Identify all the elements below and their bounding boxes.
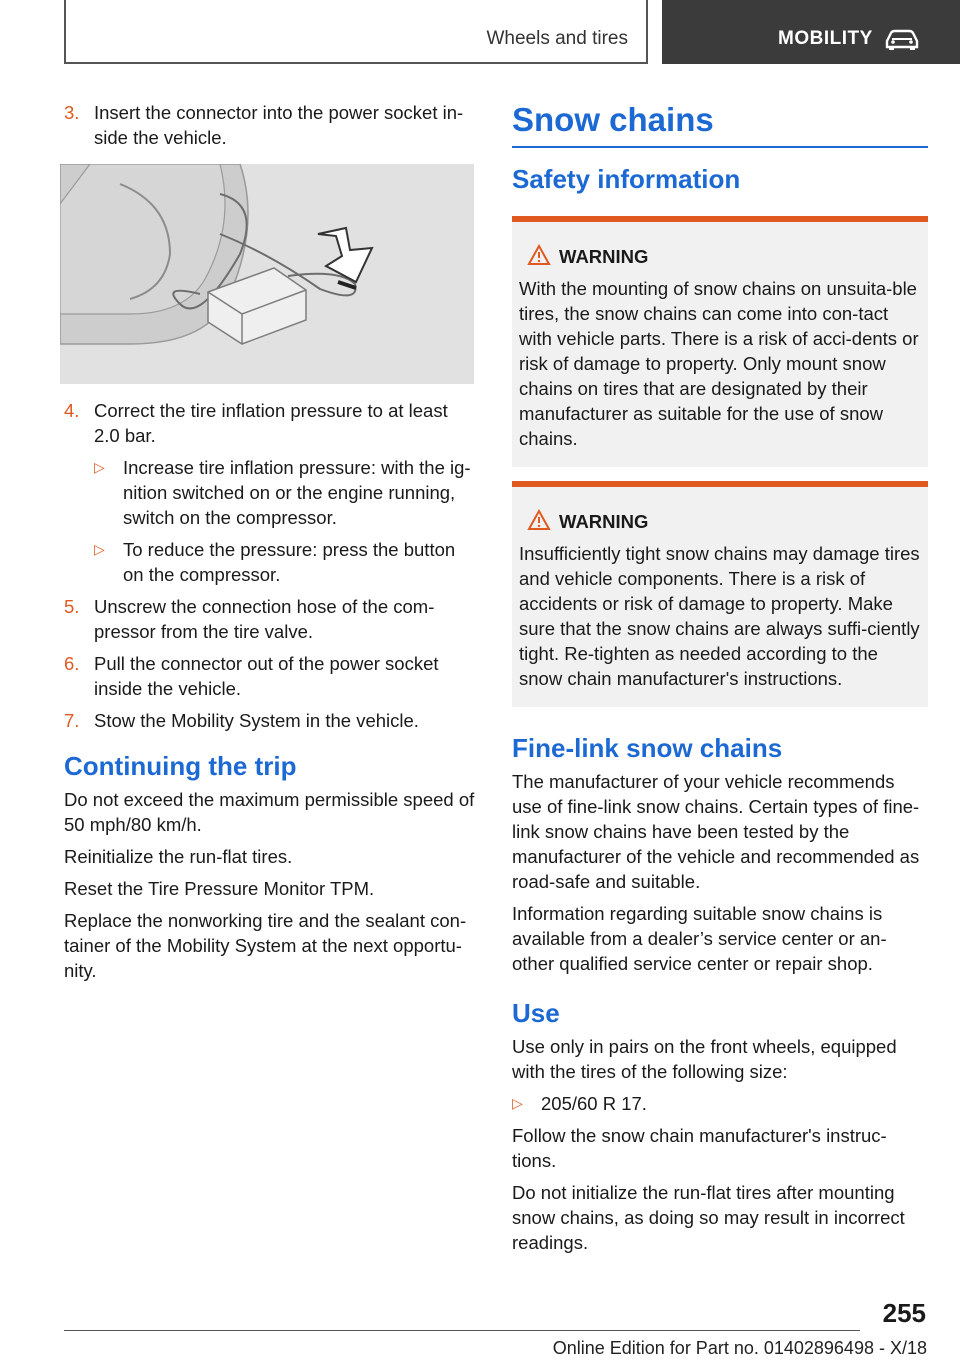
- bullet-triangle-icon: ▷: [94, 541, 105, 557]
- tire-compressor-illustration: [60, 164, 474, 384]
- warning-text: Insufficiently tight snow chains may damage tires and vehicle components. There is a risk of accidents or risk of damage to property. Make sure that the snow chains are always suffi-ciently tight. Re-tighten as needed according to the snow chain manufacturer's instructions.: [519, 543, 920, 689]
- list-item: ▷ Increase tire inflation pressure: with the ig-nition switched on or the engine running, switch on the compressor.: [94, 457, 471, 528]
- paragraph: Do not initialize the run-flat tires after mounting snow chains, as doing so may result in incorrect readings.: [512, 1182, 905, 1253]
- step-text: Insert the connector into the power socket in-side the vehicle.: [94, 102, 464, 148]
- step-number: 7.: [64, 710, 80, 731]
- use-heading: Use: [512, 998, 560, 1028]
- step-number: 6.: [64, 653, 80, 674]
- warning-label: WARNING: [559, 511, 649, 532]
- right-column: [512, 100, 928, 1262]
- page-number: 255: [882, 1298, 926, 1328]
- step-6: [64, 651, 478, 701]
- header-section-box: [64, 0, 648, 64]
- step-text: Unscrew the connection hose of the com-pressor from the tire valve.: [94, 596, 435, 642]
- bullet-triangle-icon: ▷: [512, 1095, 523, 1111]
- paragraph: Use only in pairs on the front wheels, equipped with the tires of the following size:: [512, 1036, 897, 1082]
- paragraph: Reset the Tire Pressure Monitor TPM.: [64, 878, 375, 899]
- safety-information-heading: Safety information: [512, 164, 741, 194]
- paragraph: Follow the snow chain manufacturer's instruc-tions.: [512, 1125, 887, 1171]
- step-number: 5.: [64, 596, 80, 617]
- step-text: Correct the tire inflation pressure to at least 2.0 bar.: [94, 400, 448, 446]
- fine-link-heading: Fine-link snow chains: [512, 733, 783, 763]
- step-4-bullets: [94, 455, 478, 587]
- paragraph: Do not exceed the maximum permissible speed of 50 mph/80 km/h.: [64, 789, 475, 835]
- warning-triangle-icon: [527, 509, 551, 531]
- snow-chains-heading: Snow chains: [512, 100, 928, 148]
- paragraph: The manufacturer of your vehicle recommends use of fine-link snow chains. Certain types of fine-link snow chains have been tested by the manufacturer of the vehicle and recommended as road-safe and suitable.: [512, 771, 920, 892]
- car-icon: [884, 28, 920, 55]
- step-number: 4.: [64, 400, 80, 421]
- step-3: [64, 100, 478, 150]
- footer-divider: [64, 1330, 860, 1331]
- footer-edition: Online Edition for Part no. 01402896498 - X/18: [552, 1338, 927, 1358]
- header-chapter-box: [662, 0, 960, 64]
- step-text: Pull the connector out of the power socket inside the vehicle.: [94, 653, 439, 699]
- step-text: Stow the Mobility System in the vehicle.: [94, 710, 419, 731]
- warning-box-2: [512, 481, 928, 707]
- paragraph: Replace the nonworking tire and the sealant con-tainer of the Mobility System at the next opportu-nity.: [64, 910, 467, 981]
- warning-box-1: [512, 216, 928, 467]
- paragraph: Reinitialize the run-flat tires.: [64, 846, 293, 867]
- continuing-trip-heading: Continuing the trip: [64, 751, 297, 781]
- warning-title: [519, 244, 920, 270]
- warning-title: [519, 509, 920, 535]
- step-5: [64, 594, 478, 644]
- step-4: [64, 398, 478, 448]
- warning-triangle-icon: [527, 244, 551, 266]
- paragraph: Information regarding suitable snow chains is available from a dealer’s service center or an-other qualified service center or repair shop.: [512, 903, 887, 974]
- chapter-title: MOBILITY: [778, 28, 873, 49]
- bullet-triangle-icon: ▷: [94, 459, 105, 475]
- step-number: 3.: [64, 102, 80, 123]
- list-item: ▷ 205/60 R 17.: [512, 1093, 647, 1114]
- warning-label: WARNING: [559, 246, 649, 267]
- section-title: Wheels and tires: [486, 28, 628, 49]
- warning-text: With the mounting of snow chains on unsuita-ble tires, the snow chains can come into con-tact with vehicle parts. There is a risk of acci-dents or risk of damage to property. Only mount snow chains on tires that are designated by their manufacturer as suitable for the use of snow chains.: [519, 278, 919, 449]
- list-item: ▷ To reduce the pressure: press the button on the compressor.: [94, 539, 456, 585]
- left-column: [64, 100, 478, 990]
- step-7: [64, 708, 478, 733]
